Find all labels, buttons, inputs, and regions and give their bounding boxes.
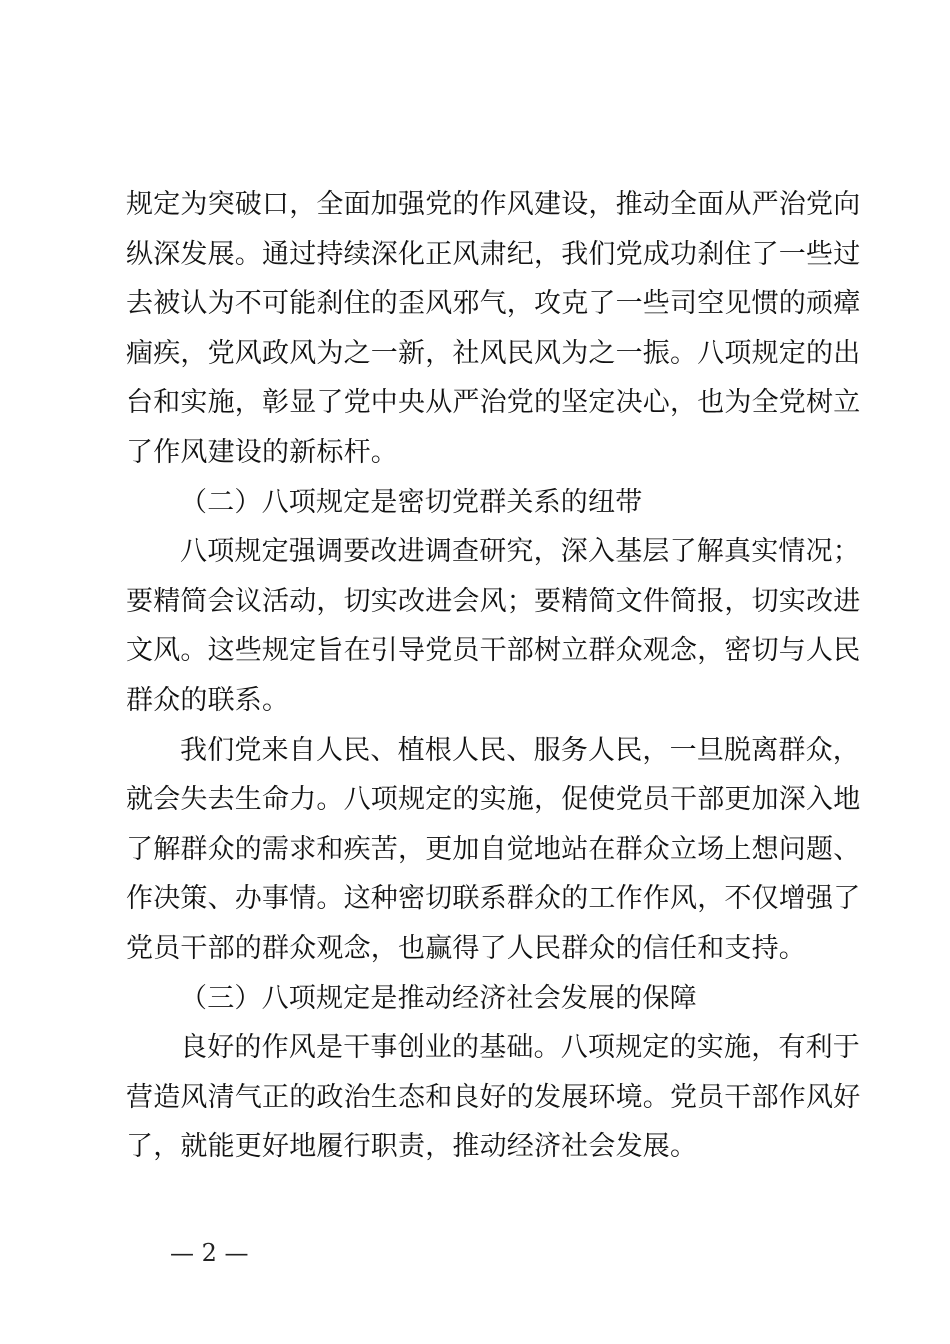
section-heading: （三）八项规定是推动经济社会发展的保障 bbox=[180, 982, 697, 1014]
paragraph-line: 营造风清气正的政治生态和良好的发展环境。党员干部作风好 bbox=[126, 1081, 861, 1113]
paragraph-line: 作决策、办事情。这种密切联系群众的工作作风，不仅增强了 bbox=[126, 883, 861, 915]
paragraph-line: 我们党来自人民、植根人民、服务人民，一旦脱离群众， bbox=[180, 734, 860, 766]
paragraph-line: 党员干部的群众观念，也赢得了人民群众的信任和支持。 bbox=[126, 932, 806, 964]
paragraph-line: 要精简会议活动，切实改进会风；要精简文件简报，切实改进 bbox=[126, 585, 861, 617]
page-number: — 2 — bbox=[170, 1239, 249, 1267]
paragraph-line: 就会失去生命力。八项规定的实施，促使党员干部更加深入地 bbox=[126, 784, 861, 816]
paragraph-line: 台和实施，彰显了党中央从严治党的坚定决心，也为全党树立 bbox=[126, 387, 861, 419]
paragraph-line: 良好的作风是干事创业的基础。八项规定的实施，有利于 bbox=[180, 1032, 860, 1064]
paragraph-line: 八项规定强调要改进调查研究，深入基层了解真实情况； bbox=[180, 536, 860, 568]
paragraph-line: 了解群众的需求和疾苦，更加自觉地站在群众立场上想问题、 bbox=[126, 833, 861, 865]
paragraph-line: 去被认为不可能刹住的歪风邪气，攻克了一些司空见惯的顽瘴 bbox=[126, 288, 861, 320]
paragraph-line: 了作风建设的新标杆。 bbox=[126, 436, 398, 468]
body-text bbox=[126, 180, 861, 1172]
paragraph-line: 纵深发展。通过持续深化正风肃纪，我们党成功刹住了一些过 bbox=[126, 238, 861, 270]
paragraph-line: 痼疾，党风政风为之一新，社风民风为之一振。八项规定的出 bbox=[126, 337, 861, 369]
paragraph-line: 规定为突破口，全面加强党的作风建设，推动全面从严治党向 bbox=[126, 189, 861, 220]
paragraph-line: 群众的联系。 bbox=[126, 684, 290, 716]
paragraph-line: 文风。这些规定旨在引导党员干部树立群众观念，密切与人民 bbox=[126, 635, 861, 667]
section-heading: （二）八项规定是密切党群关系的纽带 bbox=[180, 486, 643, 518]
paragraph-line: 了，就能更好地履行职责，推动经济社会发展。 bbox=[126, 1131, 698, 1163]
